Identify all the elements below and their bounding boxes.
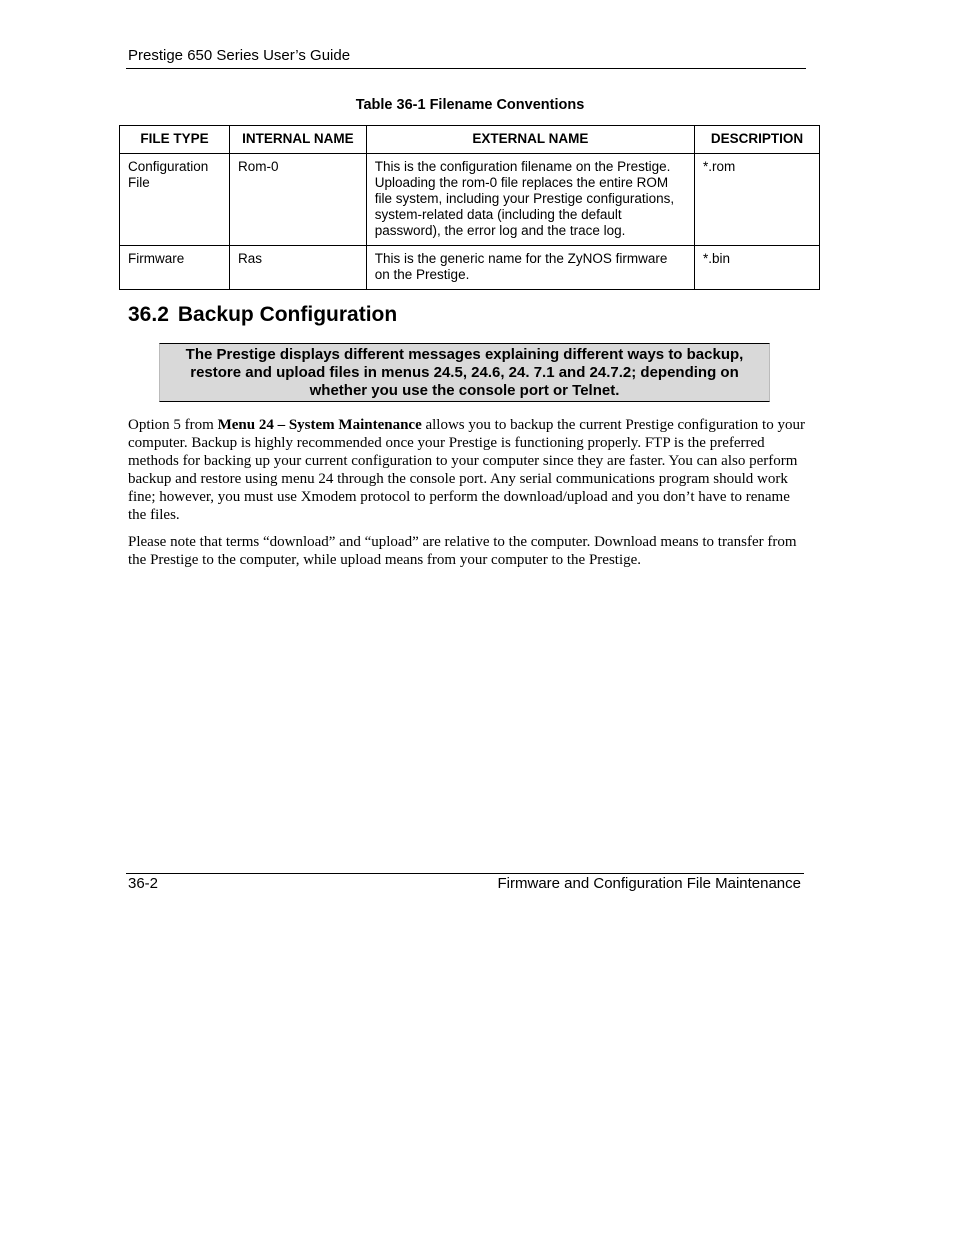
section-title: Backup Configuration (177, 303, 398, 326)
column-header-description: DESCRIPTION (695, 126, 820, 154)
cell-file-type-line2: File (128, 175, 150, 190)
cell-external-name: This is the generic name for the ZyNOS firmware on the Prestige. (366, 246, 694, 290)
column-header-external-name: EXTERNAL NAME (366, 126, 694, 154)
table-row (120, 154, 820, 246)
cell-external-name: This is the configuration filename on the Prestige. Uploading the rom-0 file replaces the entire ROM file system, including your Prestige configurations, system-related data (including the default password), the error log and the trace log. (366, 154, 694, 246)
table-row (120, 246, 820, 290)
cell-internal-name: Ras (229, 246, 366, 290)
body-paragraph-backup (128, 416, 808, 524)
footer-rule (126, 873, 804, 874)
cell-file-type (120, 154, 230, 246)
paragraph-lead-text: Option 5 from (128, 417, 218, 433)
section-number: 36.2 (128, 303, 169, 326)
column-header-file-type: FILE TYPE (120, 126, 230, 154)
cell-internal-name: Rom-0 (229, 154, 366, 246)
menu-reference: Menu 24 – System Maintenance (217, 417, 422, 433)
table-caption: Table 36-1 Filename Conventions (355, 97, 585, 113)
section-heading (128, 303, 397, 327)
filename-conventions-table (119, 125, 820, 290)
footer-page-number: 36-2 (128, 875, 159, 892)
paragraph-rest-text: allows you to backup the current Prestige configuration to your computer. Backup is highly recommended once your Prestige is functioning properly. FTP is the preferred methods for backing up your current configuration to your computer since they are faster. You can also perform backup and restore using menu 24 through the console port. Any serial communications program should work fine; however, you must use Xmodem protocol to perform the download/upload and you don’t have to rename the files. (128, 417, 805, 523)
running-header-title: Prestige 650 Series User’s Guide (128, 47, 351, 64)
footer-chapter-title: Firmware and Configuration File Maintenance (497, 875, 801, 892)
note-box: The Prestige displays different messages explaining different ways to backup, restore and upload files in menus 24.5, 24.6, 24. 7.1 and 24.7.2; depending on whether you use the console port or Telnet. (159, 343, 770, 402)
header-rule (126, 68, 806, 69)
cell-file-type-line1: Configuration (128, 159, 209, 174)
cell-file-type: Firmware (120, 246, 230, 290)
cell-description: *.rom (695, 154, 820, 246)
column-header-internal-name: INTERNAL NAME (229, 126, 366, 154)
cell-description: *.bin (695, 246, 820, 290)
body-paragraph-terms: Please note that terms “download” and “upload” are relative to the computer. Download means to transfer from the Prestige to the computer, while upload means from your computer to the Prestige. (128, 534, 797, 568)
table-header-row (120, 126, 820, 154)
